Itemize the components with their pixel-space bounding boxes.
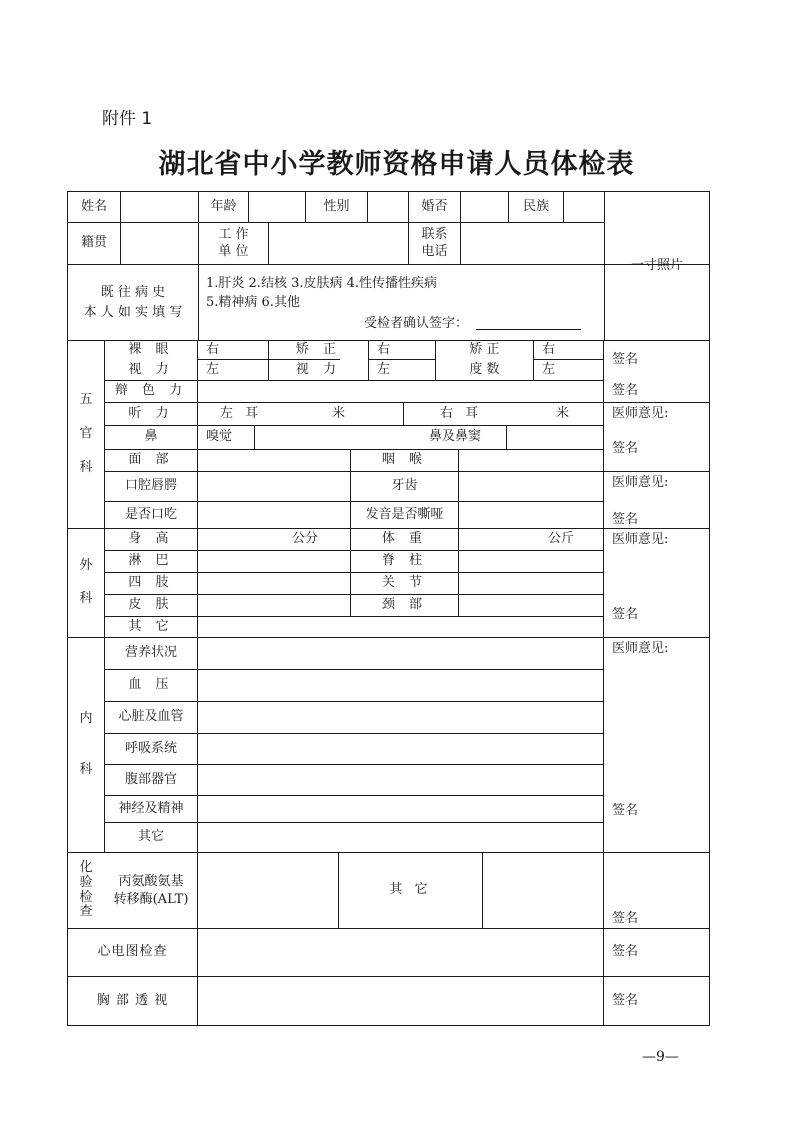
correct-label: 矫 正 <box>295 342 342 358</box>
gender-field[interactable] <box>368 192 408 222</box>
limbs-label: 四 肢 <box>128 575 174 591</box>
internal-other-field[interactable] <box>198 823 603 852</box>
color-vision-label: 辩 色 力 <box>114 383 188 399</box>
hoarse-label: 发音是否嘶哑 <box>365 506 444 522</box>
sinus-label: 鼻及鼻窦 <box>428 429 481 445</box>
xray-sign[interactable]: 签名 <box>612 992 639 1008</box>
lab-other-field[interactable] <box>483 853 603 928</box>
limbs-field[interactable] <box>198 573 350 594</box>
stutter-label: 是否口吃 <box>124 506 177 522</box>
mouth-field[interactable] <box>198 472 350 501</box>
skin-field[interactable] <box>198 595 350 616</box>
ent-doctor-opinion[interactable]: 医师意见: <box>612 406 669 421</box>
left-ear-label: 左 耳 <box>220 405 263 421</box>
mouth-label: 口腔唇腭 <box>124 478 177 494</box>
correct-left-label: 左 <box>377 361 391 377</box>
heart-label: 心脏及血管 <box>118 709 184 725</box>
neuro-field[interactable] <box>198 796 603 822</box>
work-unit-field[interactable] <box>269 223 408 264</box>
contact-field[interactable] <box>461 223 604 264</box>
color-vision-field[interactable] <box>198 381 603 402</box>
hoarse-field[interactable] <box>459 502 603 528</box>
neuro-label: 神经及精神 <box>118 800 184 816</box>
history-options-2[interactable]: 5.精神病 6.其他 <box>206 294 300 310</box>
nutrition-field[interactable] <box>198 638 603 669</box>
internal-other-label: 其它 <box>137 829 164 845</box>
mouth-doctor-opinion[interactable]: 医师意见: <box>612 475 669 490</box>
right-ear-label: 右 耳 <box>440 405 483 421</box>
ecg-field[interactable] <box>198 929 603 976</box>
name-label: 姓名 <box>80 198 107 214</box>
naked-right-label: 右 <box>206 341 220 357</box>
confirm-signature-line[interactable] <box>476 328 581 330</box>
internal-sign[interactable]: 签名 <box>612 802 639 818</box>
mouth-sign[interactable]: 签名 <box>612 511 639 527</box>
history-options-1[interactable]: 1.肝炎 2.结核 3.皮肤病 4.性传播性疾病 <box>206 275 438 291</box>
ethnicity-field[interactable] <box>564 192 604 222</box>
face-field[interactable] <box>198 450 350 471</box>
vision-sign[interactable]: 签名 <box>612 352 639 368</box>
ecg-label: 心电图检查 <box>97 944 168 960</box>
degree-right-label: 右 <box>542 341 556 357</box>
left-ear-unit: 米 <box>332 405 346 421</box>
gender-label: 性别 <box>323 198 350 214</box>
native-field[interactable] <box>121 223 198 264</box>
facial-section-label: 五 官 科 <box>79 392 93 475</box>
neck-label: 颈 部 <box>381 597 428 613</box>
lymph-field[interactable] <box>198 551 350 572</box>
degree-left-label: 左 <box>542 361 556 377</box>
naked-eye-label: 裸 眼 <box>128 342 174 358</box>
teeth-label: 牙齿 <box>391 478 418 494</box>
nutrition-label: 营养状况 <box>124 645 177 661</box>
correct-vision-label: 视 力 <box>295 361 342 377</box>
face-label: 面 部 <box>128 452 174 468</box>
abdomen-field[interactable] <box>198 765 603 795</box>
name-field[interactable] <box>121 192 198 222</box>
ethnicity-label: 民族 <box>522 198 549 214</box>
internal-section-label: 内 科 <box>79 711 93 777</box>
resp-label: 呼吸系统 <box>124 740 177 756</box>
heart-field[interactable] <box>198 702 603 733</box>
form-title: 湖北省中小学教师资格申请人员体检表 <box>158 149 635 180</box>
contact-label: 联系 电话 <box>421 227 448 259</box>
work-unit-label: 工 作 单 位 <box>218 227 249 259</box>
ent-sign[interactable]: 签名 <box>612 440 639 456</box>
throat-label: 咽 喉 <box>381 452 428 468</box>
skin-label: 皮 肤 <box>128 597 174 613</box>
surgery-other-field[interactable] <box>198 617 603 637</box>
nose-label: 鼻 <box>144 429 158 445</box>
xray-field[interactable] <box>198 977 603 1025</box>
hearing-label: 听 力 <box>128 405 174 421</box>
throat-field[interactable] <box>459 450 603 471</box>
marital-field[interactable] <box>461 192 508 222</box>
surgery-doctor-opinion[interactable]: 医师意见: <box>612 532 669 547</box>
xray-label: 胸 部 透 视 <box>96 992 169 1008</box>
native-label: 籍贯 <box>80 235 107 251</box>
photo-box[interactable]: 一寸照片 <box>630 257 683 273</box>
alt-label: 丙氨酸氨基 转移酶(ALT) <box>113 873 189 907</box>
ecg-sign[interactable]: 签名 <box>612 944 639 960</box>
history-label: 既 往 病 史 本 人 如 实 填 写 <box>83 285 183 320</box>
internal-doctor-opinion[interactable]: 医师意见: <box>612 641 669 656</box>
weight-label: 体 重 <box>381 531 428 547</box>
surgery-other-label: 其 它 <box>128 618 174 634</box>
teeth-field[interactable] <box>459 472 603 501</box>
height-label: 身 高 <box>128 531 174 547</box>
lab-section-label: 化 验 检 查 <box>79 859 93 920</box>
resp-field[interactable] <box>198 734 603 764</box>
marital-label: 婚否 <box>421 198 448 214</box>
spine-label: 脊 柱 <box>381 553 428 569</box>
correct2-label: 矫 正 <box>469 342 500 358</box>
height-unit: 公分 <box>292 531 319 547</box>
smell-label: 嗅觉 <box>206 429 233 445</box>
lab-other-label: 其 它 <box>389 882 432 898</box>
confirm-signature-label: 受检者确认签字： <box>364 315 469 331</box>
attachment-label: 附件 1 <box>102 109 153 129</box>
age-label: 年龄 <box>210 198 237 214</box>
color-sign[interactable]: 签名 <box>612 383 639 399</box>
age-field[interactable] <box>249 192 305 222</box>
smell-field[interactable] <box>255 426 403 449</box>
correct-right-label: 右 <box>377 341 391 357</box>
stutter-field[interactable] <box>198 502 350 528</box>
weight-unit: 公斤 <box>548 531 575 547</box>
sinus-field[interactable] <box>507 426 603 449</box>
alt-field[interactable] <box>198 853 338 928</box>
lymph-label: 淋 巴 <box>128 553 174 569</box>
naked-left-label: 左 <box>206 361 220 377</box>
bp-label: 血 压 <box>128 677 174 693</box>
page-number: —9— <box>642 1049 679 1065</box>
neck-field[interactable] <box>459 595 603 616</box>
joints-label: 关 节 <box>381 575 428 591</box>
bp-field[interactable] <box>198 670 603 701</box>
joints-field[interactable] <box>459 573 603 594</box>
surgery-section-label: 外 科 <box>79 557 93 607</box>
abdomen-label: 腹部器官 <box>124 771 177 787</box>
lab-sign[interactable]: 签名 <box>612 910 639 926</box>
right-ear-unit: 米 <box>556 405 570 421</box>
surgery-sign[interactable]: 签名 <box>612 606 639 622</box>
vision-label: 视 力 <box>128 361 174 377</box>
degree-label: 度 数 <box>469 361 500 377</box>
spine-field[interactable] <box>459 551 603 572</box>
